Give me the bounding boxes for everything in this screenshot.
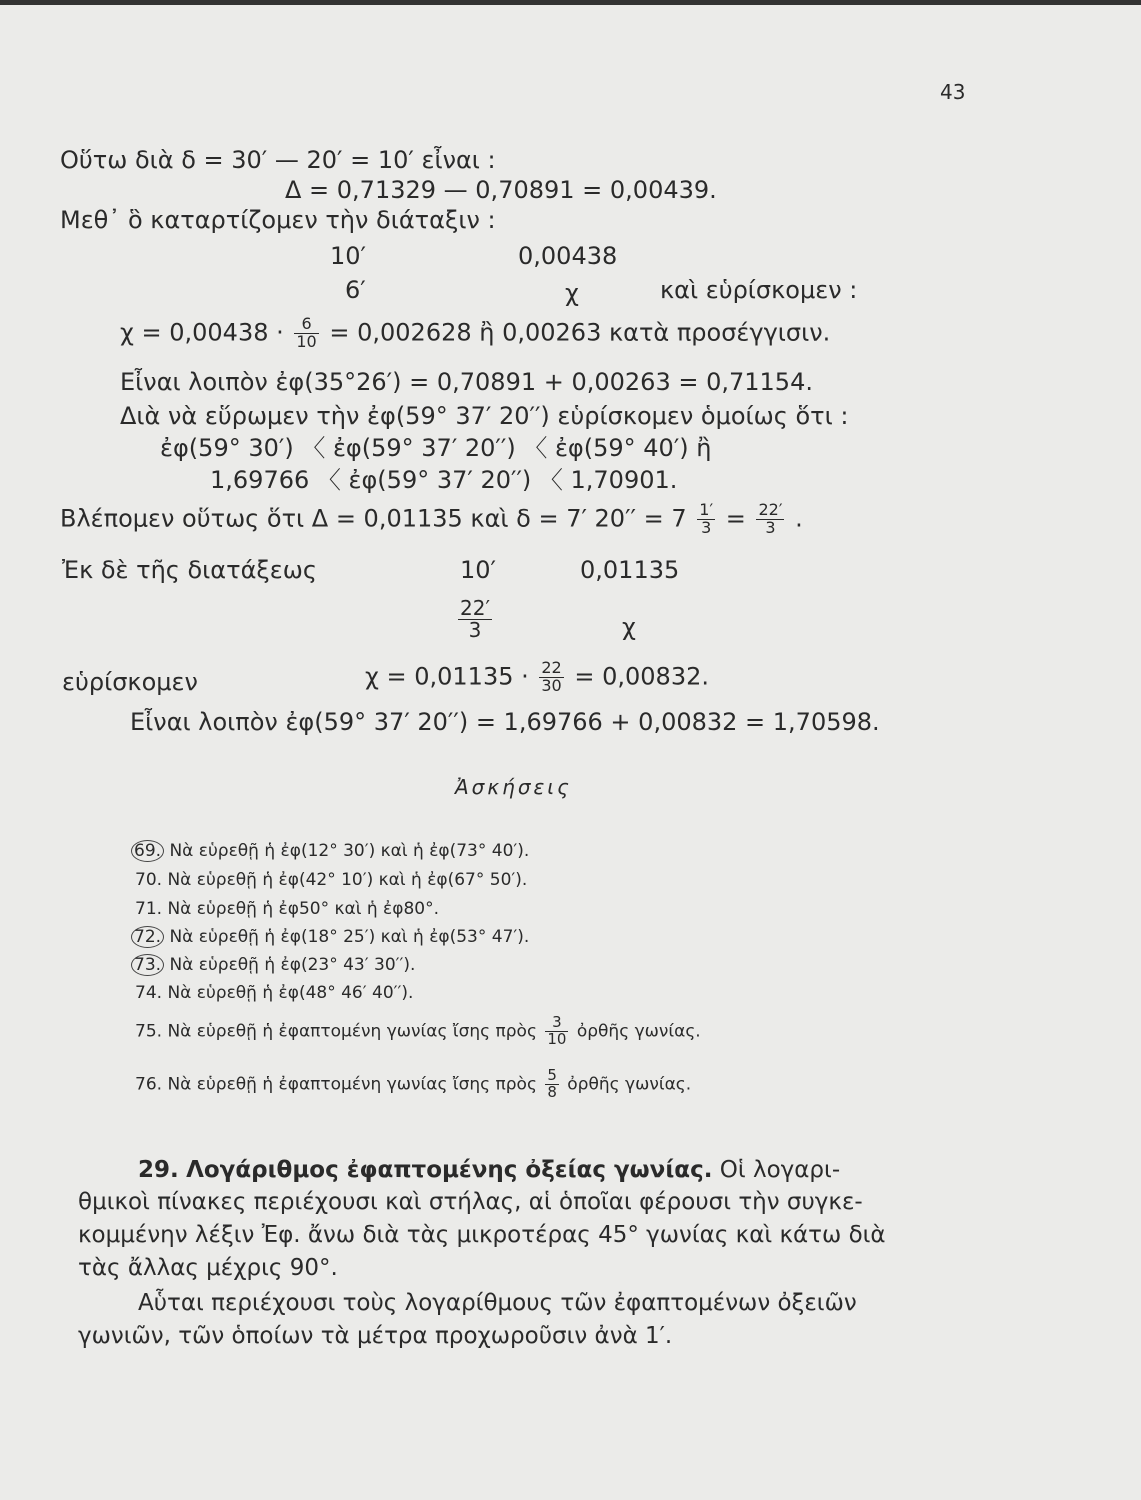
exercise-number: 75.	[135, 1021, 163, 1042]
fraction-denominator: 8	[547, 1082, 557, 1101]
text-line: Εἶναι λοιπὸν ἐφ(59° 37′ 20′′) = 1,69766 + 0,00832 = 1,70598.	[130, 708, 880, 736]
section-title: Λογάριθμος ἐφαπτομένης ὀξείας γωνίας.	[186, 1157, 713, 1183]
exercise-item	[135, 869, 527, 891]
fraction-denominator: 10	[296, 331, 317, 351]
exercise-item	[135, 926, 529, 948]
exercise-number: 70.	[135, 870, 163, 890]
formula-line	[120, 316, 830, 351]
table-cell: 0,01135	[580, 556, 680, 584]
formula-line	[60, 502, 803, 537]
table-cell: 0,00438	[518, 242, 618, 270]
text-line: Διὰ νὰ εὕρωμεν τὴν ἐφ(59° 37′ 20′′) εὑρίσκομεν ὁμοίως ὅτι :	[120, 402, 849, 430]
exercise-item	[135, 898, 439, 920]
formula-part: χ = 0,01135 ·	[365, 662, 529, 691]
exercise-text: Νὰ εὑρεθῇ ἡ ἐφ(18° 25′) καὶ ἡ ἐφ(53° 47′).	[169, 927, 530, 947]
formula-part: χ = 0,00438 ·	[120, 318, 284, 347]
fraction-denominator: 3	[468, 618, 482, 642]
fraction-numerator: 6	[294, 316, 318, 334]
exercise-number: 71.	[135, 899, 163, 919]
table-cell: 10′	[330, 242, 366, 270]
scan-edge	[0, 0, 1141, 5]
text-line: καὶ εὑρίσκομεν :	[660, 276, 858, 304]
exercise-text: Νὰ εὑρεθῇ ἡ ἐφ(48° 46′ 40′′).	[167, 983, 414, 1003]
formula-part: Βλέπομεν οὕτως ὅτι Δ = 0,01135 καὶ δ = 7′ 20′′ = 7	[60, 504, 687, 533]
fraction-denominator: 30	[541, 675, 562, 695]
paragraph-line: τὰς ἄλλας μέχρις 90°.	[78, 1255, 338, 1281]
fraction-denominator: 10	[547, 1029, 567, 1048]
text-line: Δ = 0,71329 — 0,70891 = 0,00439.	[285, 176, 717, 204]
exercise-text: Νὰ εὑρεθῇ ἡ ἐφ(42° 10′) καὶ ἡ ἐφ(67° 50′).	[167, 870, 528, 890]
exercise-item	[135, 840, 529, 862]
fraction-numerator: 5	[547, 1066, 557, 1084]
table-cell	[455, 598, 495, 641]
table-cell: χ	[622, 613, 636, 641]
page-number: 43	[940, 80, 966, 104]
paragraph-text: Οἱ λογαρι-	[719, 1157, 841, 1183]
fraction	[294, 316, 318, 351]
fraction	[545, 1015, 568, 1048]
paragraph-line: θμικοὶ πίνακες περιέχουσι καὶ στήλας, αἱ ὁποῖαι φέρουσι τὴν συγκε-	[78, 1189, 863, 1215]
exercise-item	[135, 982, 413, 1004]
fraction-denominator: 3	[765, 517, 776, 537]
exercise-number: 76.	[135, 1074, 163, 1095]
section-number: 29.	[138, 1157, 179, 1183]
formula-part: = 0,002628 ἢ 0,00263 κατὰ προσέγγισιν.	[329, 318, 831, 347]
formula-part: .	[795, 504, 803, 533]
paragraph-line: κομμένην λέξιν Ἐφ. ἄνω διὰ τὰς μικροτέρας 45° γωνίας καὶ κάτω διὰ	[78, 1222, 886, 1248]
exercise-text: Νὰ εὑρεθῇ ἡ ἐφ(12° 30′) καὶ ἡ ἐφ(73° 40′).	[169, 841, 530, 861]
fraction-denominator: 3	[701, 517, 712, 537]
exercise-text: Νὰ εὑρεθῇ ἡ ἐφ50° καὶ ἡ ἐφ80°.	[167, 899, 439, 919]
fraction	[697, 502, 715, 537]
exercise-item	[135, 954, 415, 976]
text-line: Ἐκ δὲ τῆς διατάξεως	[62, 556, 317, 584]
paragraph-line: γωνιῶν, τῶν ὁποίων τὰ μέτρα προχωροῦσιν ἀνὰ 1′.	[78, 1323, 673, 1349]
fraction-numerator: 22	[541, 658, 562, 677]
exercise-item	[135, 1015, 701, 1048]
exercise-number: 72.	[131, 926, 164, 948]
fraction	[545, 1068, 559, 1101]
text-line: Εἶναι λοιπὸν ἐφ(35°26′) = 0,70891 + 0,00263 = 0,71154.	[120, 368, 813, 396]
formula-line	[365, 660, 709, 695]
fraction	[756, 502, 784, 537]
exercise-text: Νὰ εὑρεθῇ ἡ ἐφ(23° 43′ 30′′).	[169, 955, 416, 975]
exercise-number: 74.	[135, 983, 163, 1003]
text-line: Μεθ᾽ ὃ καταρτίζομεν τὴν διάταξιν :	[60, 206, 496, 234]
exercise-number: 69.	[131, 840, 164, 862]
text-line: εὑρίσκομεν	[62, 668, 198, 696]
exercise-text: Νὰ εὑρεθῇ ἡ ἐφαπτομένη γωνίας ἴσης πρὸς	[167, 1021, 537, 1042]
table-cell: χ	[565, 279, 579, 307]
exercise-number: 73.	[131, 954, 164, 976]
text-line: Οὕτω διὰ δ = 30′ — 20′ = 10′ εἶναι :	[60, 146, 496, 174]
fraction-numerator: 1′	[699, 500, 714, 519]
table-cell: 6′	[345, 276, 366, 304]
exercise-text: ὀρθῆς γωνίας.	[567, 1074, 692, 1095]
exercise-text: ὀρθῆς γωνίας.	[576, 1021, 701, 1042]
table-cell: 10′	[460, 556, 496, 584]
exercise-text: Νὰ εὑρεθῇ ἡ ἐφαπτομένη γωνίας ἴσης πρὸς	[167, 1074, 537, 1095]
fraction-numerator: 3	[545, 1015, 568, 1032]
fraction	[458, 598, 492, 641]
exercise-item	[135, 1068, 691, 1101]
section-heading-line	[138, 1155, 840, 1185]
fraction	[539, 660, 563, 695]
fraction-numerator: 22′	[460, 596, 490, 620]
text-line: 1,69766 〈 ἐφ(59° 37′ 20′′) 〈 1,70901.	[210, 466, 678, 494]
exercises-heading: Ἀσκήσεις	[455, 775, 572, 799]
text-line: ἐφ(59° 30′) 〈 ἐφ(59° 37′ 20′′) 〈 ἐφ(59° 40′) ἢ	[160, 434, 712, 462]
formula-part: =	[725, 504, 746, 533]
fraction-numerator: 22′	[758, 500, 783, 519]
paragraph-line: Αὗται περιέχουσι τοὺς λογαρίθμους τῶν ἐφαπτομένων ὀξειῶν	[138, 1290, 857, 1316]
formula-part: = 0,00832.	[574, 662, 709, 691]
